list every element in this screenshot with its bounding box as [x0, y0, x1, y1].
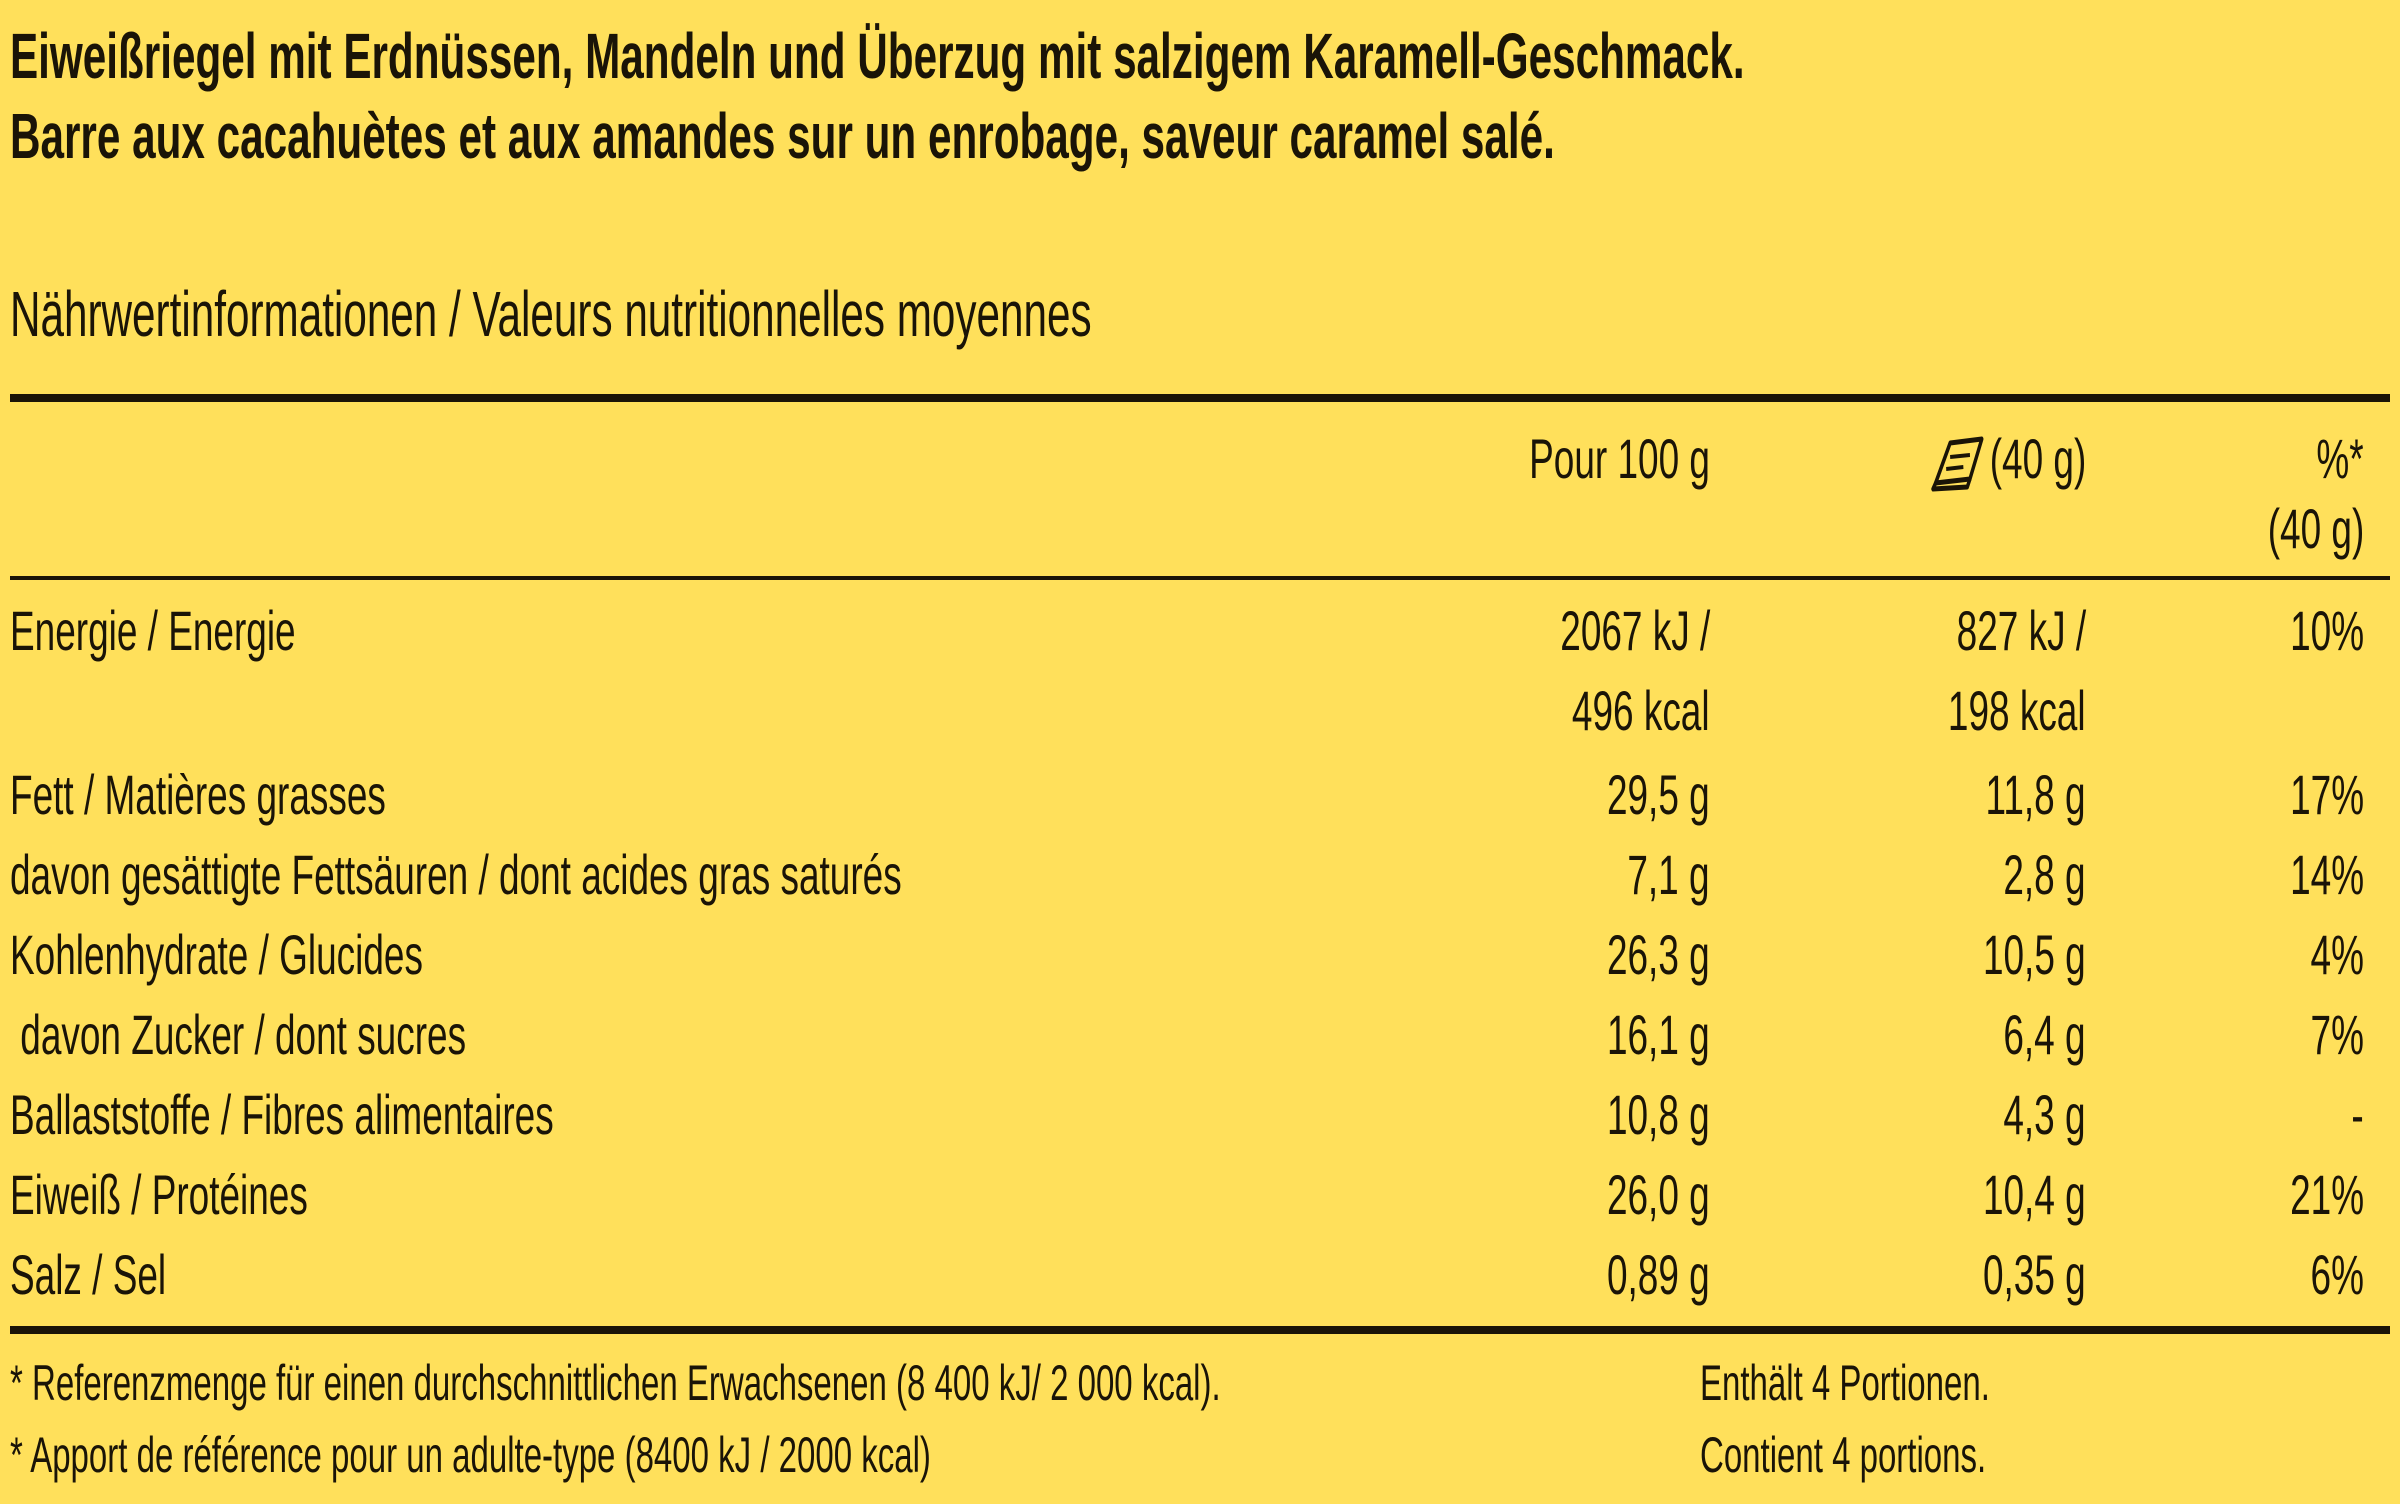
portions-count-de: Enthält 4 Portionen. [1700, 1355, 1990, 1411]
product-title-de: Eiweißriegel mit Erdnüssen, Mandeln und Überzug mit salzigem Karamell-Geschmack. [10, 20, 1745, 92]
fibre-percent: - [2351, 1083, 2364, 1146]
footnote-reference-de: * Referenzmenge für einen durchschnittlichen Erwachsenen (8 400 kJ/ 2 000 kcal). [10, 1355, 1221, 1411]
fat-per100: 29,5 g [1607, 763, 1710, 826]
protein-bar-icon [1926, 433, 1985, 493]
protein-percent: 21% [2290, 1163, 2364, 1226]
header-per100: Pour 100 g [1529, 427, 1710, 490]
row-label-protein: Eiweiß / Protéines [10, 1163, 308, 1226]
saturated-fat-percent: 14% [2290, 843, 2364, 906]
nutrition-heading: Nährwertinformationen / Valeurs nutritionnelles moyennes [10, 278, 1092, 350]
fibre-portion: 4,3 g [2003, 1083, 2086, 1146]
sugars-portion: 6,4 g [2003, 1003, 2086, 1066]
header-percent-amount: (40 g) [2267, 497, 2364, 560]
row-label-fibre: Ballaststoffe / Fibres alimentaires [10, 1083, 554, 1146]
fibre-per100: 10,8 g [1607, 1083, 1710, 1146]
sugars-percent: 7% [2310, 1003, 2364, 1066]
saturated-fat-portion: 2,8 g [2003, 843, 2086, 906]
footnote-reference-fr: * Apport de référence pour un adulte-type (8400 kJ / 2000 kcal) [10, 1427, 931, 1483]
carbohydrates-portion: 10,5 g [1983, 923, 2086, 986]
fat-percent: 17% [2290, 763, 2364, 826]
energy-per100-kcal: 496 kcal [1572, 679, 1710, 742]
carbohydrates-per100: 26,3 g [1607, 923, 1710, 986]
portions-count-fr: Contient 4 portions. [1700, 1427, 1987, 1483]
product-title-fr: Barre aux cacahuètes et aux amandes sur un enrobage, saveur caramel salé. [10, 100, 1555, 172]
saturated-fat-per100: 7,1 g [1627, 843, 1710, 906]
protein-portion: 10,4 g [1983, 1163, 2086, 1226]
energy-portion-kcal: 198 kcal [1948, 679, 2086, 742]
salt-percent: 6% [2310, 1243, 2364, 1306]
salt-per100: 0,89 g [1607, 1243, 1710, 1306]
table-bottom-rule [10, 1326, 2390, 1334]
protein-per100: 26,0 g [1607, 1163, 1710, 1226]
header-percent-symbol: %* [2316, 427, 2364, 490]
header-rule [10, 576, 2390, 580]
row-label-carbohydrates: Kohlenhydrate / Glucides [10, 923, 423, 986]
energy-portion-kj: 827 kJ / [1956, 599, 2086, 662]
row-label-sugars: davon Zucker / dont sucres [10, 1003, 467, 1066]
row-label-salt: Salz / Sel [10, 1243, 167, 1306]
fat-portion: 11,8 g [1985, 763, 2086, 826]
sugars-per100: 16,1 g [1607, 1003, 1710, 1066]
energy-percent: 10% [2290, 599, 2364, 662]
row-label-fat: Fett / Matières grasses [10, 763, 386, 826]
table-top-rule [10, 394, 2390, 402]
energy-per100-kj: 2067 kJ / [1560, 599, 1710, 662]
row-label-energy: Energie / Energie [10, 599, 296, 662]
row-label-saturated-fat: davon gesättigte Fettsäuren / dont acides gras saturés [10, 843, 902, 906]
carbohydrates-percent: 4% [2310, 923, 2364, 986]
salt-portion: 0,35 g [1983, 1243, 2086, 1306]
header-portion: (40 g) [1844, 424, 2086, 494]
